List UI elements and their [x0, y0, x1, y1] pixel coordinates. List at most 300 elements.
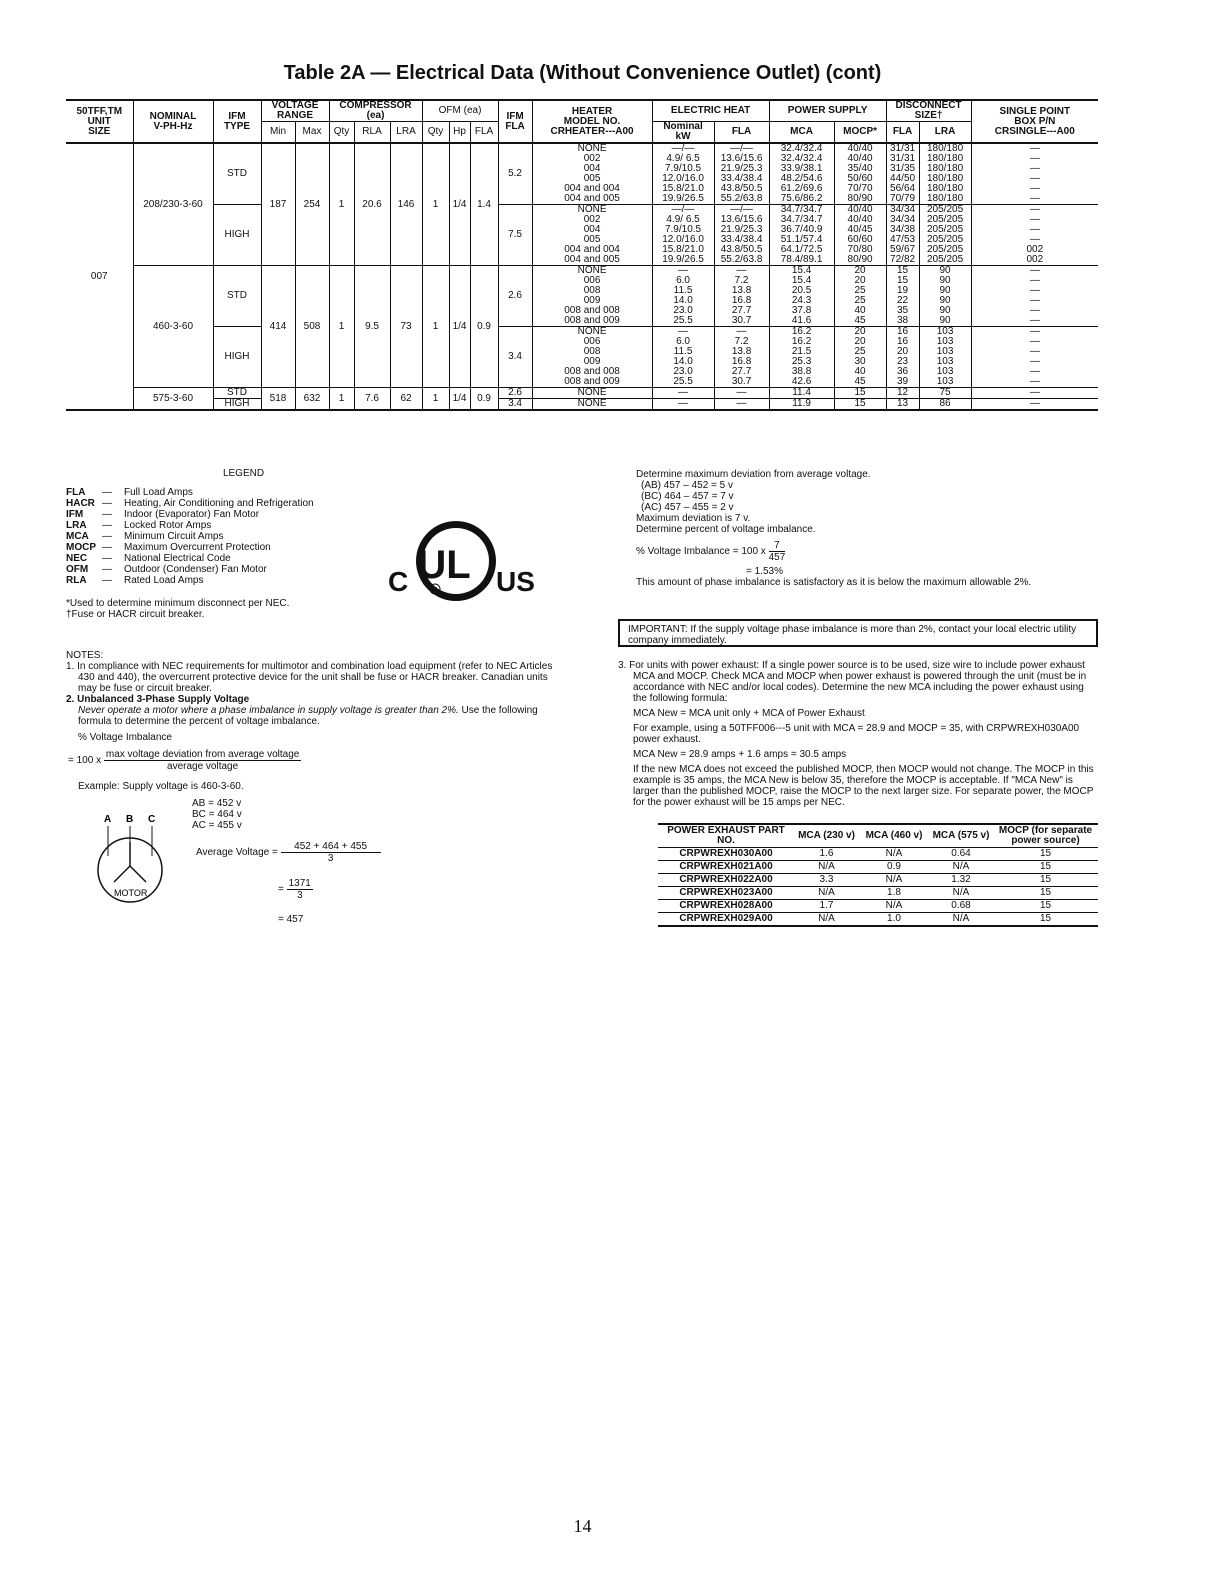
- disconnect-lra: 90: [919, 306, 971, 316]
- heat-fla: 30.7: [714, 316, 769, 327]
- disconnect-fla: 39: [886, 377, 919, 388]
- mocp: 80/90: [834, 255, 886, 266]
- heat-fla: 27.7: [714, 367, 769, 377]
- formula-numerator: max voltage deviation from average voltage: [105, 749, 300, 760]
- voltage-max: 632: [295, 388, 329, 411]
- mocp: 40/40: [834, 143, 886, 154]
- ofm-hp: 1/4: [449, 143, 470, 266]
- mca: 51.1/57.4: [769, 235, 834, 245]
- legend-dash: —: [102, 575, 112, 586]
- header-line: FLA: [505, 120, 525, 132]
- nominal-kw: 12.0/16.0: [652, 174, 714, 184]
- header-unit-size: [66, 100, 133, 143]
- pe-row: [658, 861, 1098, 874]
- legend-item: [66, 520, 314, 531]
- mca: 64.1/72.5: [769, 245, 834, 255]
- heat-fla: —/—: [714, 205, 769, 216]
- heater-model: 005: [532, 235, 652, 245]
- motor-label-c: C: [148, 814, 156, 825]
- pe-value: 15: [993, 913, 1098, 927]
- disconnect-fla: 47/53: [886, 235, 919, 245]
- heat-fla: 33.4/38.4: [714, 174, 769, 184]
- mocp: 45: [834, 316, 886, 327]
- header-electric-heat: ELECTRIC HEAT: [652, 100, 769, 122]
- disconnect-lra: 180/180: [919, 184, 971, 194]
- disconnect-lra: 103: [919, 367, 971, 377]
- step2-numerator: 1371: [288, 878, 311, 889]
- heat-fla: 16.8: [714, 296, 769, 306]
- mocp: 20: [834, 276, 886, 286]
- pe-value: N/A: [794, 913, 859, 927]
- pct-formula-fraction: [769, 540, 786, 563]
- heater-model: 004 and 005: [532, 255, 652, 266]
- motor-label-a: A: [104, 814, 112, 825]
- pe-part-no: CRPWREXH022A00: [658, 874, 794, 887]
- mca: 21.5: [769, 347, 834, 357]
- disconnect-lra: 205/205: [919, 235, 971, 245]
- disconnect-lra: 180/180: [919, 143, 971, 154]
- pe-header: MOCP (for separate power source): [998, 825, 1093, 846]
- disconnect-fla: 22: [886, 296, 919, 306]
- ifm-type: HIGH: [213, 327, 261, 388]
- heat-fla: 30.7: [714, 377, 769, 388]
- header-line: SIZE: [88, 125, 111, 137]
- heat-fla: 7.2: [714, 337, 769, 347]
- heat-fla: 43.8/50.5: [714, 245, 769, 255]
- mocp: 30: [834, 357, 886, 367]
- single-point-box: —: [971, 194, 1098, 205]
- legend-dash: —: [102, 531, 112, 542]
- pct-formula-label: % Voltage Imbalance = 100 x: [636, 546, 766, 558]
- disconnect-fla: 16: [886, 337, 919, 347]
- pct-denominator: 457: [768, 552, 786, 563]
- pe-value: 15: [993, 887, 1098, 900]
- single-point-box: —: [971, 286, 1098, 296]
- deviation-ac: (AC) 457 – 455 = 2 v: [641, 502, 734, 513]
- compressor-lra: 146: [390, 143, 422, 266]
- disconnect-lra: 180/180: [919, 174, 971, 184]
- pe-value: N/A: [859, 874, 929, 887]
- voltage-max: 508: [295, 266, 329, 388]
- disconnect-fla: 19: [886, 286, 919, 296]
- nominal-kw: 6.0: [652, 337, 714, 347]
- disconnect-lra: 180/180: [919, 164, 971, 174]
- mocp: 15: [834, 399, 886, 411]
- heater-model: NONE: [532, 327, 652, 338]
- ifm-type: STD: [213, 143, 261, 205]
- header-min: Min: [261, 122, 295, 144]
- header-line: HEATER: [571, 105, 613, 117]
- satisfactory-note: This amount of phase imbalance is satisfactory as it is below the maximum allowable 2%.: [636, 577, 1032, 588]
- nominal-kw: 19.9/26.5: [652, 194, 714, 205]
- mocp: 20: [834, 327, 886, 338]
- heat-fla: 43.8/50.5: [714, 184, 769, 194]
- legend-item: [66, 531, 314, 542]
- ofm-hp: 1/4: [449, 266, 470, 388]
- page-number: 14: [573, 1516, 592, 1536]
- disconnect-lra: 205/205: [919, 225, 971, 235]
- ofm-fla: 1.4: [470, 143, 498, 266]
- pe-value: 1.6: [794, 848, 859, 861]
- legend-abbr: MCA: [66, 531, 89, 542]
- disconnect-fla: 23: [886, 357, 919, 367]
- heat-fla: 7.2: [714, 276, 769, 286]
- pe-value: 3.3: [794, 874, 859, 887]
- average-voltage-label: Average Voltage =: [196, 847, 278, 859]
- disconnect-fla: 34/34: [886, 205, 919, 216]
- header-line: V-PH-Hz: [153, 120, 193, 132]
- header-line: Nominal: [663, 121, 703, 132]
- disconnect-fla: 72/82: [886, 255, 919, 266]
- header-nominal-kw: [652, 122, 714, 144]
- disconnect-fla: 59/67: [886, 245, 919, 255]
- motor-label-b: B: [126, 814, 134, 825]
- legend-desc: Locked Rotor Amps: [124, 520, 212, 531]
- disconnect-fla: 38: [886, 316, 919, 327]
- mocp: 45: [834, 377, 886, 388]
- pe-value: 15: [993, 861, 1098, 874]
- header-ifm-fla: [498, 100, 532, 143]
- disconnect-fla: 70/79: [886, 194, 919, 205]
- notes-heading: NOTES:: [66, 650, 104, 661]
- heater-model: 004 and 004: [532, 245, 652, 255]
- footnote-mocp: *Used to determine minimum disconnect per NEC.: [66, 598, 290, 609]
- average-voltage-numerator: 452 + 464 + 455: [281, 841, 381, 853]
- pe-value: N/A: [929, 887, 993, 900]
- heat-fla: —: [714, 388, 769, 399]
- heat-fla: 13.8: [714, 347, 769, 357]
- header-voltage-range: [261, 100, 329, 122]
- nominal-kw: 14.0: [652, 296, 714, 306]
- mca: 33.9/38.1: [769, 164, 834, 174]
- step2-equals: =: [278, 884, 284, 896]
- heater-model: NONE: [532, 266, 652, 277]
- ifm-fla: 3.4: [498, 327, 532, 388]
- pe-part-no: CRPWREXH021A00: [658, 861, 794, 874]
- single-point-box: —: [971, 143, 1098, 154]
- nominal-voltage: 575-3-60: [133, 388, 213, 411]
- mca: 78.4/89.1: [769, 255, 834, 266]
- heater-model: 008 and 008: [532, 306, 652, 316]
- compressor-qty: 1: [329, 388, 354, 411]
- determine-percent: Determine percent of voltage imbalance.: [636, 524, 816, 535]
- ifm-fla: 2.6: [498, 388, 532, 399]
- voltage-ab: AB = 452 v: [192, 798, 242, 809]
- pe-value: N/A: [929, 861, 993, 874]
- legend-item: [66, 575, 314, 586]
- disconnect-fla: 15: [886, 276, 919, 286]
- legend-abbr: RLA: [66, 575, 87, 586]
- mocp: 15: [834, 388, 886, 399]
- legend-item: [66, 509, 314, 520]
- disconnect-lra: 205/205: [919, 205, 971, 216]
- mocp: 20: [834, 337, 886, 347]
- pe-value: 1.0: [859, 913, 929, 927]
- deviation-intro: Determine maximum deviation from average voltage.: [636, 469, 871, 480]
- header-disconnect-size: [886, 100, 971, 122]
- mocp: 25: [834, 296, 886, 306]
- disconnect-lra: 103: [919, 327, 971, 338]
- single-point-box: —: [971, 296, 1098, 306]
- legend-abbr: HACR: [66, 498, 95, 509]
- motor-diagram: [94, 798, 204, 910]
- header-ofm-fla: FLA: [470, 122, 498, 144]
- legend-desc: National Electrical Code: [124, 553, 231, 564]
- single-point-box: —: [971, 367, 1098, 377]
- header-hp: Hp: [449, 122, 470, 144]
- pct-result: = 1.53%: [746, 566, 783, 577]
- disconnect-lra: 205/205: [919, 255, 971, 266]
- single-point-box: —: [971, 174, 1098, 184]
- nominal-kw: 7.9/10.5: [652, 225, 714, 235]
- heater-model: NONE: [532, 399, 652, 411]
- mca: 36.7/40.9: [769, 225, 834, 235]
- motor-label: MOTOR: [114, 888, 148, 898]
- footnotes: [66, 598, 289, 620]
- legend-dash: —: [102, 542, 112, 553]
- pe-value: 15: [993, 874, 1098, 887]
- compressor-rla: 9.5: [354, 266, 390, 388]
- single-point-box: —: [971, 306, 1098, 316]
- ifm-type: HIGH: [213, 205, 261, 266]
- disconnect-lra: 103: [919, 357, 971, 367]
- disconnect-lra: 90: [919, 316, 971, 327]
- heat-fla: —: [714, 266, 769, 277]
- header-line: CRSINGLE---A00: [994, 125, 1075, 137]
- nominal-kw: —/—: [652, 205, 714, 216]
- header-compressor: [329, 100, 422, 122]
- ofm-qty: 1: [422, 143, 449, 266]
- header-disc-fla: FLA: [886, 122, 919, 144]
- heat-fla: 13.6/15.6: [714, 154, 769, 164]
- phase-voltages: [192, 798, 242, 831]
- single-point-box: —: [971, 235, 1098, 245]
- legend-heading: LEGEND: [222, 468, 265, 479]
- disconnect-lra: 90: [919, 286, 971, 296]
- header-line: 50TFF,TM: [76, 105, 123, 117]
- heater-model: 008 and 009: [532, 377, 652, 388]
- average-voltage-result: = 457: [278, 914, 304, 925]
- legend-abbr: MOCP: [66, 542, 96, 553]
- nominal-kw: —: [652, 388, 714, 399]
- heater-model: NONE: [532, 143, 652, 154]
- ifm-fla: 3.4: [498, 399, 532, 411]
- nominal-kw: 6.0: [652, 276, 714, 286]
- page-title: Table 2A — Electrical Data (Without Convenience Outlet) (cont): [283, 62, 882, 84]
- note-3-calc: MCA New = 28.9 amps + 1.6 amps = 30.5 amps: [633, 749, 847, 760]
- pe-value: 1.7: [794, 900, 859, 913]
- voltage-min: 414: [261, 266, 295, 388]
- heater-model: 004 and 005: [532, 194, 652, 205]
- compressor-qty: 1: [329, 143, 354, 266]
- header-line: MODEL NO.: [563, 115, 621, 127]
- mca: 24.3: [769, 296, 834, 306]
- heat-fla: —: [714, 327, 769, 338]
- heat-fla: 13.8: [714, 286, 769, 296]
- heater-model: 002: [532, 215, 652, 225]
- heat-fla: 21.9/25.3: [714, 164, 769, 174]
- pe-value: 15: [993, 848, 1098, 861]
- example-text: Example: Supply voltage is 460-3-60.: [78, 781, 244, 792]
- pe-value: 0.64: [929, 848, 993, 861]
- legend-dash: —: [102, 564, 112, 575]
- heater-model: 008 and 009: [532, 316, 652, 327]
- legend-desc: Outdoor (Condenser) Fan Motor: [124, 564, 267, 575]
- pe-header: MCA (460 v): [865, 830, 923, 841]
- mca: 11.9: [769, 399, 834, 411]
- legend-desc: Heating, Air Conditioning and Refrigeration: [124, 498, 314, 509]
- heat-fla: 21.9/25.3: [714, 225, 769, 235]
- header-line: DISCONNECT: [895, 100, 962, 111]
- header-ofm-qty: Qty: [422, 122, 449, 144]
- mca: 48.2/54.6: [769, 174, 834, 184]
- note-2-text: [66, 705, 556, 727]
- disconnect-fla: 16: [886, 327, 919, 338]
- mocp: 40: [834, 367, 886, 377]
- heater-model: 004: [532, 164, 652, 174]
- pct-formula: [636, 540, 1100, 563]
- header-single-point: [971, 100, 1098, 143]
- ifm-type: HIGH: [213, 399, 261, 411]
- single-point-box: —: [971, 215, 1098, 225]
- mca: 15.4: [769, 266, 834, 277]
- mocp: 35/40: [834, 164, 886, 174]
- mca: 11.4: [769, 388, 834, 399]
- legend-dash: —: [102, 509, 112, 520]
- average-voltage-denominator: 3: [327, 853, 334, 864]
- ifm-type: STD: [213, 266, 261, 327]
- mca: 34.7/34.7: [769, 215, 834, 225]
- single-point-box: 002: [971, 245, 1098, 255]
- nominal-kw: 4.9/ 6.5: [652, 154, 714, 164]
- pe-header-row: [658, 824, 1098, 848]
- header-line: kW: [675, 131, 691, 142]
- nominal-kw: 19.9/26.5: [652, 255, 714, 266]
- note-3-formula: MCA New = MCA unit only + MCA of Power Exhaust: [633, 708, 865, 719]
- heat-fla: —: [714, 399, 769, 411]
- nominal-kw: 15.8/21.0: [652, 245, 714, 255]
- legend-item: [66, 553, 314, 564]
- disconnect-fla: 20: [886, 347, 919, 357]
- header-line: SIZE†: [914, 110, 943, 121]
- step2-denominator: 3: [296, 890, 303, 901]
- legend-desc: Full Load Amps: [124, 487, 193, 498]
- step2-fraction: [287, 878, 313, 901]
- heat-fla: 55.2/63.8: [714, 194, 769, 205]
- pe-value: N/A: [794, 861, 859, 874]
- pe-header: MCA (575 v): [932, 830, 990, 841]
- nominal-kw: 23.0: [652, 367, 714, 377]
- formula-denominator: average voltage: [167, 761, 239, 772]
- mca: 32.4/32.4: [769, 143, 834, 154]
- header-row: [66, 100, 1098, 122]
- header-line: UNIT: [87, 115, 111, 127]
- compressor-rla: 20.6: [354, 143, 390, 266]
- registered-mark: R: [432, 587, 438, 594]
- mca: 42.6: [769, 377, 834, 388]
- single-point-box: —: [971, 337, 1098, 347]
- disconnect-fla: 31/31: [886, 154, 919, 164]
- heater-model: 006: [532, 276, 652, 286]
- mca: 32.4/32.4: [769, 154, 834, 164]
- heater-model: 006: [532, 337, 652, 347]
- ofm-fla: 0.9: [470, 388, 498, 411]
- compressor-lra: 73: [390, 266, 422, 388]
- disconnect-fla: 36: [886, 367, 919, 377]
- heater-model: 004 and 004: [532, 184, 652, 194]
- unit-size-cell: 007: [66, 143, 133, 410]
- header-heater-model: [532, 100, 652, 143]
- single-point-box: —: [971, 276, 1098, 286]
- disconnect-lra: 90: [919, 296, 971, 306]
- mca: 25.3: [769, 357, 834, 367]
- legend-abbr: FLA: [66, 487, 86, 498]
- legend-desc: Rated Load Amps: [124, 575, 204, 586]
- heat-fla: 27.7: [714, 306, 769, 316]
- disconnect-fla: 13: [886, 399, 919, 411]
- pe-row: [658, 874, 1098, 887]
- single-point-box: 002: [971, 255, 1098, 266]
- ofm-qty: 1: [422, 388, 449, 411]
- disconnect-lra: 180/180: [919, 194, 971, 205]
- header-ofm: OFM (ea): [422, 100, 498, 122]
- ul-u-letter: UL: [417, 543, 471, 587]
- mocp: 40/40: [834, 215, 886, 225]
- legend-list: [66, 487, 314, 586]
- ul-us-letters: US: [496, 566, 535, 597]
- ofm-qty: 1: [422, 266, 449, 388]
- ofm-fla: 0.9: [470, 266, 498, 388]
- single-point-box: —: [971, 184, 1098, 194]
- disconnect-lra: 103: [919, 377, 971, 388]
- disconnect-fla: 15: [886, 266, 919, 277]
- mocp: 50/60: [834, 174, 886, 184]
- ul-c-letter: C: [388, 566, 409, 597]
- disconnect-lra: 205/205: [919, 245, 971, 255]
- nominal-kw: —: [652, 399, 714, 411]
- electrical-data-table: [66, 99, 1098, 411]
- header-line: IFM: [228, 110, 246, 122]
- mocp: 40/40: [834, 154, 886, 164]
- mca: 34.7/34.7: [769, 205, 834, 216]
- important-notice: IMPORTANT: If the supply voltage phase imbalance is more than 2%, contact your local electric utility company immediately.: [618, 619, 1098, 647]
- ifm-fla: 7.5: [498, 205, 532, 266]
- nominal-kw: 4.9/ 6.5: [652, 215, 714, 225]
- pe-value: 1.32: [929, 874, 993, 887]
- disconnect-lra: 103: [919, 337, 971, 347]
- header-rla: RLA: [354, 122, 390, 144]
- motor-windings: [114, 842, 146, 882]
- single-point-box: —: [971, 154, 1098, 164]
- nominal-kw: 7.9/10.5: [652, 164, 714, 174]
- header-max: Max: [295, 122, 329, 144]
- nominal-kw: 15.8/21.0: [652, 184, 714, 194]
- header-line: CRHEATER---A00: [550, 125, 634, 137]
- heater-model: 008: [532, 286, 652, 296]
- nominal-kw: 11.5: [652, 347, 714, 357]
- mocp: 70/70: [834, 184, 886, 194]
- heat-fla: —/—: [714, 143, 769, 154]
- pe-value: N/A: [929, 913, 993, 927]
- mocp: 40/45: [834, 225, 886, 235]
- heater-model: 008: [532, 347, 652, 357]
- single-point-box: —: [971, 327, 1098, 338]
- legend-dash: —: [102, 520, 112, 531]
- mca: 61.2/69.6: [769, 184, 834, 194]
- disconnect-fla: 12: [886, 388, 919, 399]
- pe-row: [658, 848, 1098, 861]
- nominal-kw: —/—: [652, 143, 714, 154]
